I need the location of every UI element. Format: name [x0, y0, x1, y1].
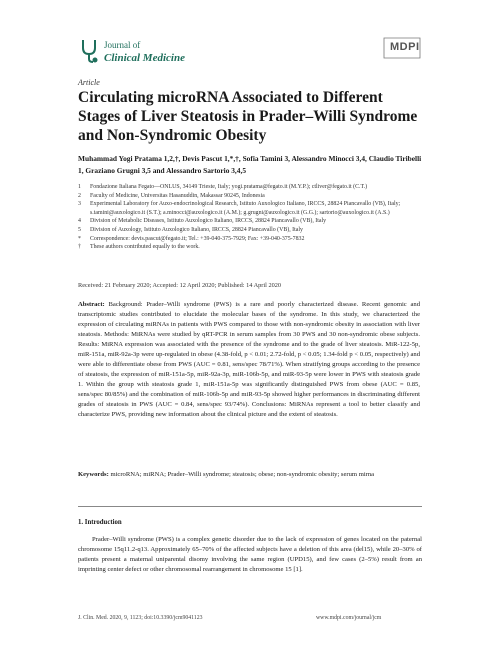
paper-title: Circulating microRNA Associated to Different Stages of Liver Steatosis in Prader–Willi Syndrome and Non-Syndromic Obesity	[78, 89, 418, 144]
publication-dates: Received: 21 February 2020; Accepted: 12 April 2020; Published: 14 April 2020	[78, 282, 282, 289]
introduction-paragraph: Prader–Willi syndrome (PWS) is a complex genetic disorder due to the lack of expression of genes located on the paternal chromosome 15q11.2-q13. Approximately 65–70% of the affected subjects have a deletion of this area (del15), while 20–30% of patients present a maternal uniparental disomy involving the same region (UPD15), and few cases (2–5%) result from an imprinting center defect or other chromosomal rearrangement in chromosome 15 [1].	[78, 536, 422, 573]
citation-footer: J. Clin. Med. 2020, 9, 1123; doi:10.3390/jcm9041123	[78, 615, 203, 621]
correspondence-item: * Correspondence: devis.pascut@fegato.it; Tel.: +39-040-375-7929; Fax: +39-040-375-7832	[78, 235, 305, 242]
abstract	[78, 300, 420, 420]
affiliation-item: 2 Faculty of Medicine, Universitas Hasanuddin, Makassar 90245, Indonesia	[78, 192, 265, 199]
journal-name: Clinical Medicine	[104, 52, 185, 64]
abstract-label: Abstract:	[78, 301, 105, 308]
affiliation-item: 5 Division of Auxology, Istituto Auxologico Italiano, IRCCS, 28824 Piancavallo (VB), Italy	[78, 226, 303, 233]
affiliations	[78, 183, 428, 252]
publisher-logo-text: MDPI	[390, 41, 420, 53]
author-list: Muhammad Yogi Pratama 1,2,†, Devis Pascut 1,*,†, Sofia Tamini 3, Alessandro Minocci 3,4, Claudio Tiribelli 1, Graziano Grugni 3,5 and Alessandro Sartorio 3,4,5	[78, 154, 422, 175]
affiliation-item: 1 Fondazione Italiana Fegato—ONLUS, 34149 Trieste, Italy; yogi.pratama@fegato.it (M.Y.P.); ctliver@fegato.it (C.T.)	[78, 184, 368, 190]
stethoscope-logo-icon	[78, 38, 100, 64]
journal-of-label: Journal of	[104, 40, 141, 50]
keywords	[78, 470, 420, 480]
journal-url-footer: www.mdpi.com/journal/jcm	[316, 615, 382, 621]
section-divider	[78, 506, 422, 507]
affiliation-item: 4 Division of Metabolic Diseases, Istituto Auxologico Italiano, IRCCS, 28824 Piancavallo (VB), Italy	[78, 218, 327, 225]
keywords-label: Keywords:	[78, 471, 109, 478]
article-type: Article	[78, 78, 100, 87]
keywords-text: microRNA; miRNA; Prader–Willi syndrome; steatosis; obese; non-syndromic obesity; serum mirna	[110, 471, 375, 478]
abstract-text: Background: Prader–Willi syndrome (PWS) is a rare and poorly characterized disease. Recent genomic and transcriptomic studies contributed to elucidate the molecular bases of the syndrome. In this study, we characterized the expression of circulating miRNAs in patients with PWS compared to those with non-syndromic obesity in association with liver steatosis. Methods: MiRNAs were studied by qRT-PCR in serum samples from 30 PWS and 30 non-syndromic obese subjects. Results: MiRNA expression was associated with the presence of the syndrome and to the grade of liver steatosis. MiR-122-5p, miR-151a, miR-92a-3p were up-regulated in obese (4.38-fold, p < 0.01; 2.72-fold, p < 0.05; 1.34-fold p < 0.05, respectively) and were able to differentiate obese from PWS (AUC = 0.81, sens/spec 78/71%). When stratifying groups according to the presence of steatosis, the expression of miR-151a-5p, miR-92a-3p, miR-106b-5p, and miR-93-5p were lower in PWS with steatosis grade 1. Within the group with steatosis grade 1, miR-151a-5p was significantly distinguished PWS from obese (AUC = 0.85, sens/spec 80/85%) and the combination of miR-106b-5p and miR-93-5p showed higher performances in discriminating different grades of steatosis in PWS (AUC = 0.84, sens/spec 93/74%). Conclusions: MiRNAs represent a tool to better classify and characterize PWS, providing new information about the clinical picture and the extent of steatosis.	[78, 301, 420, 418]
affiliation-item: 3 Experimental Laboratory for Auxo-endocrinological Research, Istituto Auxologico Italiano, IRCCS, 28824 Piancavallo (VB), Italy; s.tamini@auxologico.it (S.T.); a.minocci@auxologico.it (A.M.); g.grugni@auxologico.it (G.G.); sartorio@auxologico.it (A.S.)	[78, 201, 401, 216]
equal-contribution-note: † These authors contributed equally to the work.	[78, 244, 200, 251]
section-heading-introduction: 1. Introduction	[78, 519, 122, 526]
